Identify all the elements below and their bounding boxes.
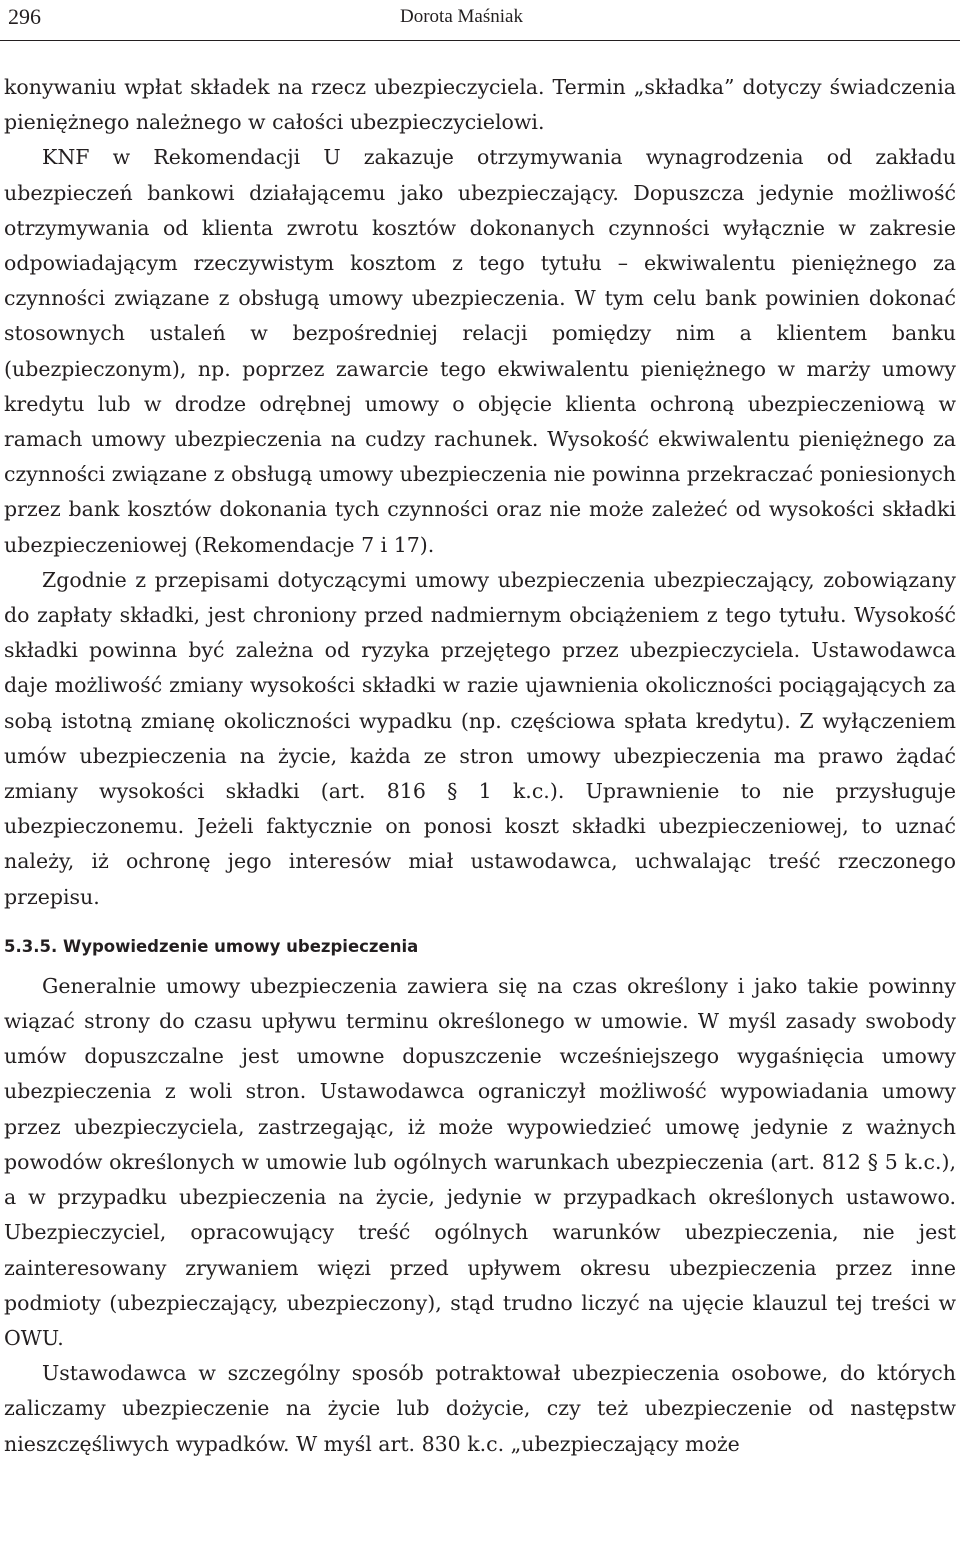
page-number: 296: [8, 4, 41, 29]
running-header: [0, 0, 960, 41]
paragraph-continued: konywaniu wpłat składek na rzecz ubezpieczyciela. Termin „składka” dotyczy świadczenia pieniężnego należnego w całości ubezpieczycielowi.: [4, 75, 956, 135]
paragraph: Zgodnie z przepisami dotyczącymi umowy ubezpieczenia ubezpieczający, zobowiązany do zapłaty składki, jest chroniony przed nadmiernym obciążeniem z tego tytułu. Wysokość składki powinna być zależna od ryzyka przejętego przez ubezpieczyciela. Ustawodawca daje możliwość zmiany wysokości składki w razie ujawnienia okoliczności pociągających za sobą istotną zmianę okoliczności wypadku (np. częściowa spłata kredytu). Z wyłączeniem umów ubezpieczenia na życie, każda ze stron umowy ubezpieczenia ma prawo żądać zmiany wysokości składki (art. 816 § 1 k.c.). Uprawnienie to nie przysługuje ubezpieczonemu. Jeżeli faktycznie on ponosi koszt składki ubezpieczeniowej, to uznać należy, iż ochronę jego interesów miał ustawodawca, uchwalając treść rzeczonego przepisu.: [4, 567, 956, 909]
paragraph: Ustawodawca w szczególny sposób potraktował ubezpieczenia osobowe, do których zaliczamy ubezpieczenie na życie lub dożycie, czy też ubezpieczenie od następstw nieszczęśliwych wypadków. W myśl art. 830 k.c. „ubezpieczający może: [4, 1361, 956, 1456]
running-header-author: Dorota Maśniak: [400, 6, 523, 27]
paragraph: KNF w Rekomendacji U zakazuje otrzymywania wynagrodzenia od zakładu ubezpieczeń bankowi działającemu jako ubezpieczający. Dopuszcza jedynie możliwość otrzymywania od klienta zwrotu kosztów dokonanych czynności wyłącznie w zakresie odpowiadającym rzeczywistym kosztom z tego tytułu – ekwiwalentu pieniężnego za czynności związane z obsługą umowy ubezpieczenia. W tym celu bank powinien dokonać stosownych ustaleń w bezpośredniej relacji pomiędzy nim a klientem banku (ubezpieczonym), np. poprzez zawarcie tego ekwiwalentu pieniężnego w marży umowy kredytu lub w drodze odrębnej umowy o objęcie klienta ochroną ubezpieczeniową w ramach umowy ubezpieczenia na cudzy rachunek. Wysokość ekwiwalentu pieniężnego za czynności związane z obsługą umowy ubezpieczenia nie powinna przekraczać poniesionych przez bank kosztów dokonania tych czynności oraz nie może zależeć od wysokości składki ubezpieczeniowej (Rekomendacje 7 i 17).: [4, 145, 956, 557]
body-text: [4, 70, 956, 1462]
paragraph: Generalnie umowy ubezpieczenia zawiera się na czas określony i jako takie powinny wiązać strony do czasu upływu terminu określonego w umowie. W myśl zasady swobody umów dopuszczalne jest umowne dopuszczenie wcześniejszego wygaśnięcia umowy ubezpieczenia z woli stron. Ustawodawca ograniczył możliwość wypowiadania umowy przez ubezpieczyciela, zastrzegając, iż może wypowiedzieć umowę jedynie z ważnych powodów określonych w umowie lub ogólnych warunkach ubezpieczenia (art. 812 § 5 k.c.), a w przypadku ubezpieczenia na życie, jedynie w przypadkach określonych ustawowo. Ubezpieczyciel, opracowujący treść ogólnych warunków ubezpieczenia, nie jest zainteresowany zrywaniem więzi przed upływem okresu ubezpieczenia przez inne podmioty (ubezpieczający, ubezpieczony), stąd trudno liczyć na ujęcie klauzul tej treści w OWU.: [4, 973, 956, 1350]
section-heading: 5.3.5. Wypowiedzenie umowy ubezpieczenia: [4, 936, 419, 956]
